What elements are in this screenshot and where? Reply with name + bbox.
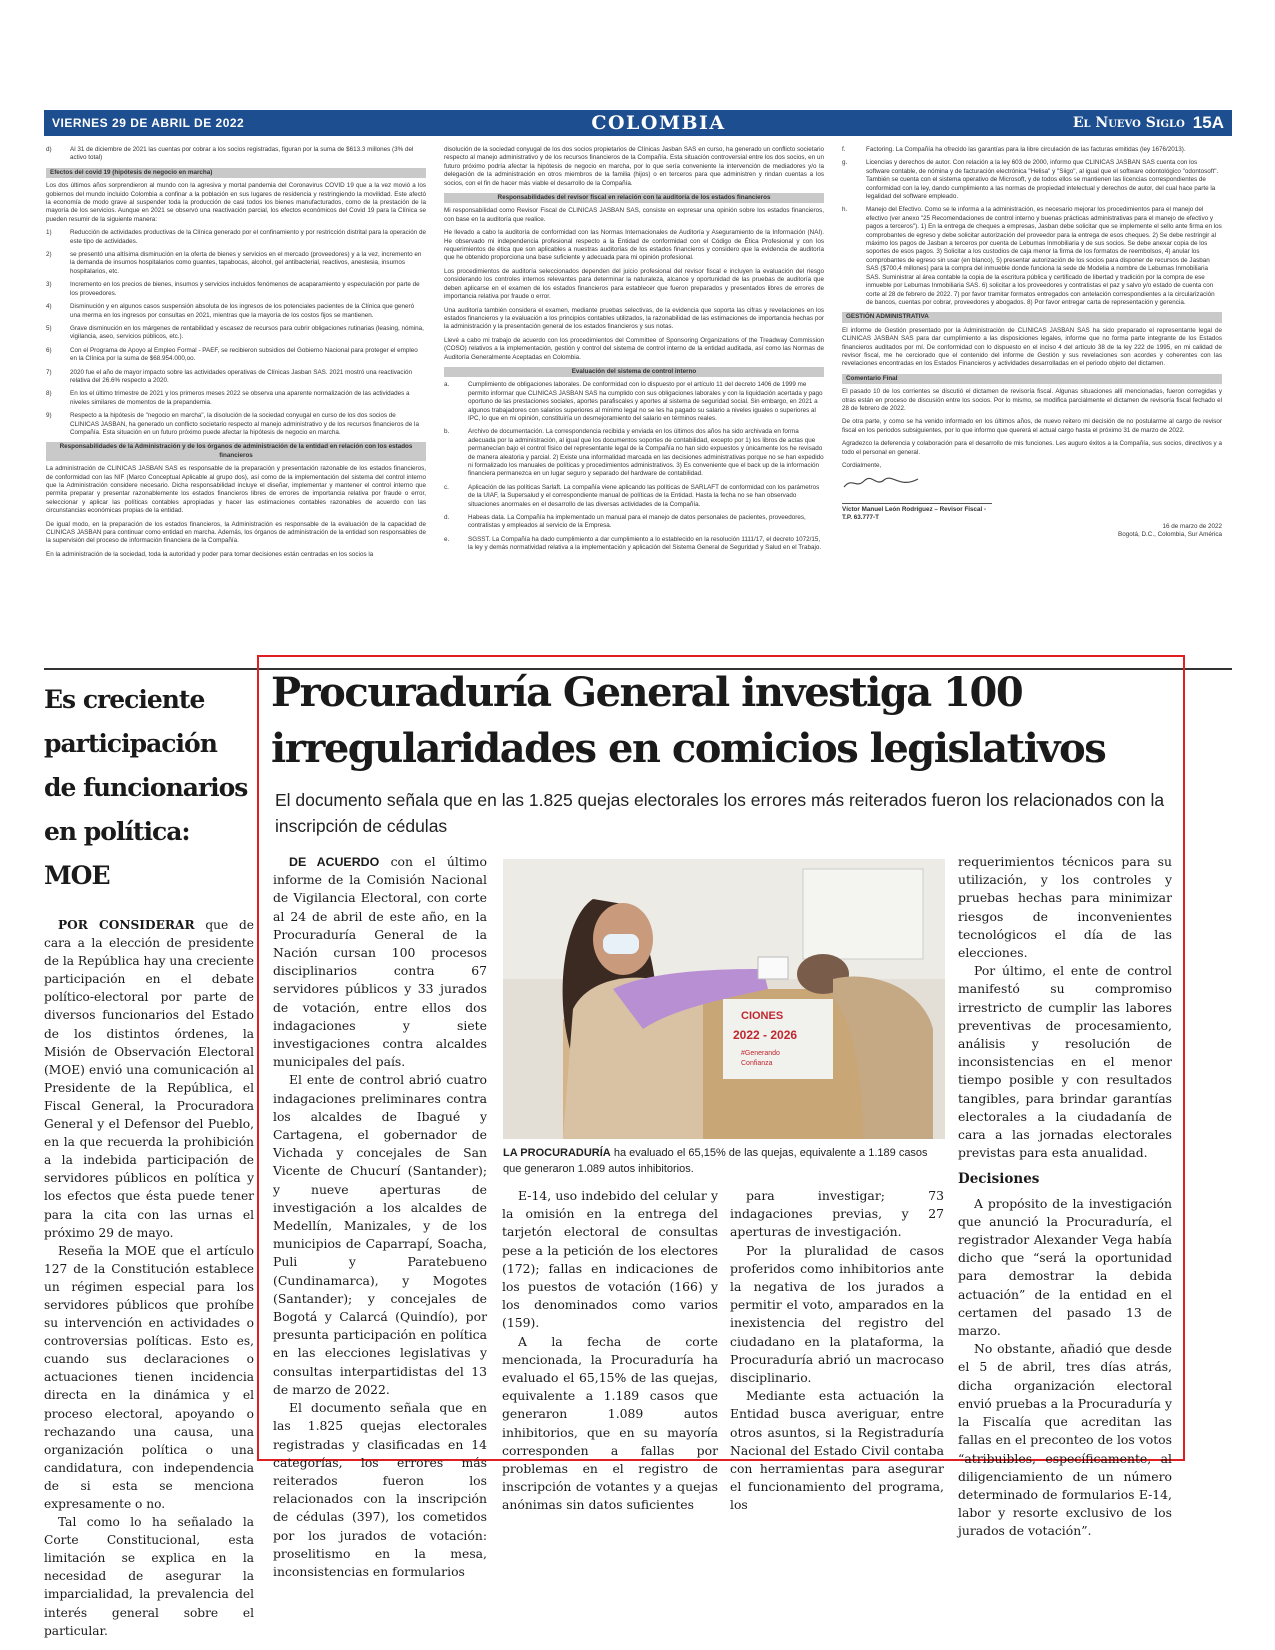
- notice-item: [46, 303, 426, 320]
- caption-text: ha evaluado el 65,15% de las quejas, equivalente a 1.189 casos que generaron 1.089 autos inhibitorios.: [503, 1147, 928, 1175]
- newspaper-name: El Nuevo Siglo: [1072, 115, 1185, 131]
- notice-paragraph: disolución de la sociedad conyugal de los dos socios propietarios de Clínicas Jasban SAS en curso, ha generado un conflicto societario respecto al manejo administrativo y de los recursos financieros de la Compañía. Esta situación controversial entre los dos socios, en un futuro próximo podría afectar la hipótesis de negocio en marcha, por lo que sería conveniente la intervención de mediadores y/o la delegación de la administración en otros miembros de la familia (hijos) o en terceros para que administren y rindan cuentas a los socios, con el fin de hacer más viable el desarrollo de la Compañía.: [444, 146, 824, 187]
- notice-paragraph: Los procedimientos de auditoría seleccionados dependen del juicio profesional del revisor fiscal e incluyen la evaluación del riesgo considerando los controles internos relevantes para determinar la naturaleza, alcance y oportunidad de las pruebas de auditoría que deben aplicarse en el examen de los estados financieros para establecer que fueron preparados y presentados libres de errores de importancia relativa por fraude o error.: [444, 267, 824, 301]
- paragraph-text: A propósito de la investigación que anunció la Procuraduría, el registrador Alexander Vega había dicho que “será la oportunidad para demostrar la debida actuación” de la entidad en el certamen del pasado 13 de marzo.: [958, 1195, 1172, 1339]
- paragraph-text: Reseña la MOE que el artículo 127 de la Constitución establece un régimen especial para los servidores públicos que prohíbe su intervención en actividades o controversias políticas. Esto es, cuando sus declaraciones o actuaciones tienen incidencia directa en la dinámica y el proceso electoral, apoyando o rechazando una causa, una organización política o una candidatura, con independencia de si esta se menciona expresamente o no.: [44, 1243, 254, 1511]
- notice-item: [842, 159, 1222, 201]
- notice-subheading: Responsabilidades del revisor fiscal en relación con la auditoría de los estados financieros: [444, 193, 824, 203]
- section-title: COLOMBIA: [591, 112, 726, 134]
- title-line: de funcionarios: [44, 773, 248, 802]
- notice-item: [46, 146, 426, 163]
- paragraph-text: Por la pluralidad de casos proferidos como inhibitorios ante la negativa de los jurados a permitir el voto, amparados en la inexistencia del registro del ciudadano en la plataforma, la Procuraduría abrió un macrocaso disciplinario.: [730, 1242, 944, 1386]
- legal-notice: [46, 146, 1230, 664]
- notice-item-label: 7): [46, 368, 52, 376]
- notice-item-list: [444, 381, 824, 552]
- notice-item-text: Disminución y en algunos casos suspensión absoluta de los ingresos de los potenciales pacientes de la Clínica que generó una merma en los ingresos por consultas en 2021, mientras que la mayoría de los costos fijos se mantienen.: [70, 303, 415, 319]
- notice-item: [444, 428, 824, 478]
- notice-item: [46, 229, 426, 246]
- notice-item-text: Grave disminución en los márgenes de rentabilidad y escasez de recursos para cubrir obligaciones rutinarias (leasing, nómina, vigilancia, aseo, servicios públicos, etc.).: [70, 324, 424, 341]
- notice-item-text: Licencias y derechos de autor. Con relación a la ley 603 de 2000, informo que CLINICAS JASBAN SAS cuenta con los software contable, de nómina y de facturación electrónica "Helisa" y "Siigo", al igual que el software odontológico "odontosoft". También se cuenta con el sistema operativo de Microsoft, y de todos ellos se mantienen las licencias correspondientes de conformidad con la ley, dando cumplimiento a las normas de propiedad intelectual y derechos de autor, del cual hace parte la legalidad del software empleado.: [866, 159, 1219, 201]
- notice-paragraph: Llevé a cabo mi trabajo de acuerdo con los procedimientos del Committee of Sponsoring Organizations of the Treadway Commission (COSO) relativos a la implementación, gestión y control del sistema de control interno de la entidad auditada, así como las Normas de Auditoría Generalmente Aceptadas en Colombia.: [444, 336, 824, 361]
- article-column-2: [502, 1187, 718, 1515]
- notice-item: [444, 381, 824, 423]
- notice-paragraph: El pasado 10 de los corrientes se discutió el dictamen de revisoría fiscal. Algunas situaciones allí mencionadas, fueron corregidas y otras están en proceso de discusión entre los socios. Por lo mismo, se modifica parcialmente el dictamen de revisoría fiscal fechado el 28 de febrero de 2022.: [842, 388, 1222, 412]
- article-paragraph: [730, 1387, 944, 1514]
- notice-item-label: 1): [46, 229, 52, 237]
- notice-item-list: [46, 229, 426, 437]
- notice-paragraph: Agradezco la deferencia y colaboración para el desarrollo de mis funciones. Les auguro éxitos a la Compañía, sus socios, directivos y a todo el personal en general.: [842, 440, 1222, 456]
- notice-item: [46, 347, 426, 364]
- notice-paragraph: Una auditoría también considera el examen, mediante pruebas selectivas, de la evidencia que soporta las cifras y revelaciones en los estados financieros y la evaluación a los principios contables utilizados, la razonabilidad de las estimaciones de importancia hechas por la administración y la presentación general de los estados financieros y sus notas.: [444, 306, 824, 331]
- paragraph-text: Tal como lo ha señalado la Corte Constitucional, esta limitación se explica en la necesidad de asegurar la imparcialidad, la prevalencia del interés general sobre el particular.: [44, 1515, 254, 1638]
- article-subheading: Decisiones: [958, 1171, 1040, 1188]
- article-paragraph: [273, 853, 487, 1071]
- notice-item-label: 3): [46, 281, 52, 289]
- notice-item-text: Habeas data. La Compañía ha implementado un manual para el manejo de datos personales de pacientes, proveedores, contratistas y empleados al servicio de la Empresa.: [468, 514, 806, 530]
- notice-paragraph: En la administración de la sociedad, toda la autoridad y poder para tomar decisiones están centradas en los socios la: [46, 550, 374, 558]
- notice-item-label: 5): [46, 324, 52, 332]
- issue-date: VIERNES 29 DE ABRIL DE 2022: [52, 116, 245, 130]
- paragraph-text: Mediante esta actuación la Entidad busca averiguar, entre otros asuntos, si la Registraduría Nacional del Estado Civil contaba con herramientas para asegurar el funcionamiento del programa, los: [730, 1388, 944, 1513]
- notice-item: [444, 514, 824, 531]
- paragraph-text: El documento señala que en las 1.825 quejas electorales registradas y clasificadas en 14 categorías, los errores más reiterados fueron los relacionados con la inscripción de cédulas (397), los cometidos por los jurados de votación: proselitismo en la mesa, inconsistencias en formularios: [273, 1400, 487, 1579]
- notice-item-label: 9): [46, 412, 52, 420]
- paragraph-text: con el último informe de la Comisión Nacional de Vigilancia Electoral, con corte al 24 de abril de este año, en la Procuraduría General de la Nación cursan 100 procesos disciplinarios contra 67 servidores públicos y 33 jurados de votación, entre ellos dos indagaciones y siete investigaciones contra alcaldes municipales del país.: [273, 854, 487, 1070]
- paragraph-text: para investigar; 73 indagaciones previas, y 27 aperturas de investigación.: [730, 1188, 944, 1240]
- notice-item: [46, 412, 426, 437]
- article-paragraph: [958, 1195, 1172, 1341]
- article-paragraph: [44, 1242, 254, 1513]
- notice-item-text: Manejo del Efectivo. Como se le informa a la administración, es necesario mejorar los procedimientos para el manejo del efectivo (ver anexo "25 Recomendaciones de control interno y buenas prácticas administrativas para el manejo de efectivo y pagos a terceros"). 1) En la entrega de cheques a empresas, Jasban debe solicitar que se implemente el sello ante firma en los comprobantes de egreso y debe solicitar autorización del proveedor para la entrega de esos cheques. 2) Se debe restringir al máximo los pagos de Jasban a terceros por cuenta de Lebumas Inmobiliaria y de sus socios. Se debe anexar copia de los soportes de esos pagos. 3) Solicitar a los custodios de caja menor la firma de los formatos de reembolsos, 4) anular los comprobantes de egreso sin usar (en blanco), 5) presentar autorización de los socios para disponer de recursos de Jasban SAS ($700,4 millones) para la compra del inmueble donde funciona la sede de Modelia a nombre de Lebumas Inmobiliaria SAS. Suministrar al área contable la copia de la escritura pública y certificado de libertad y tradición por la compra de ese inmueble por Lebumas Inmobiliaria SAS. 6) solicitar a los proveedores y contratistas el paz y salvo y/o estado de cuenta con corte al 28 de febrero de 2022. 7) por favor tramitar formatos entregados con antelación correspondientes a la circularización de bancos, cuentas por cobrar, proveedores y abogados. 8) Por favor entregar carta de representación y gerencia.: [866, 206, 1222, 306]
- title-line: en política: MOE: [44, 817, 190, 890]
- ballot-box-hashtag-2: Confianza: [741, 1060, 773, 1067]
- notice-item-label: d.: [444, 514, 450, 522]
- notice-item-text: Factoring. La Compañía ha ofrecido las garantías para la libre circulación de las facturas emitidas (ley 1676/2013).: [866, 146, 1186, 153]
- notice-item-label: f.: [842, 146, 846, 153]
- notice-paragraph: De igual modo, en la preparación de los estados financieros, la Administración es responsable de la evaluación de la capacidad de CLINICAS JASBAN para continuar como entidad en marcha. Además, los órganos de administración de la entidad son responsables de la supervisión del proceso de información financiera de la Compañía.: [46, 520, 426, 545]
- main-deck: El documento señala que en las 1.825 quejas electorales los errores más reiterados fueron los relacionados con la inscripción de cédulas: [275, 790, 1165, 836]
- notice-signer: Víctor Manuel León Rodríguez – Revisor Fiscal - T.P. 63.777-T: [842, 503, 992, 523]
- notice-item: [46, 369, 426, 386]
- notice-item-label: a.: [444, 381, 450, 389]
- title-line: Es creciente: [44, 685, 205, 714]
- article-photo: [503, 859, 945, 1139]
- notice-item: [46, 251, 426, 276]
- article-paragraph: [958, 1340, 1172, 1540]
- headline-line: irregularidades en comicios legislativos: [271, 725, 1106, 772]
- notice-item-text: En los el último trimestre de 2021 y los primeros meses 2022 se observa una aparente normalización de las actividades a niveles similares de momentos de la prepandemia.: [70, 390, 410, 406]
- notice-item-text: Aplicación de las políticas Sarlaft. La compañía viene aplicando las políticas de SARLAFT de conformidad con los parámetros de la UIAF, la Supersalud y el correspondiente manual de políticas de la Entidad. Hasta la fecha no se han observado situaciones anormales en el desarrollo de las diversas actividades de la Compañía.: [468, 483, 820, 508]
- notice-item: [46, 325, 426, 342]
- notice-subheading: Responsabilidades de la Administración y de los órganos de administración de la entidad en relación con los estados financieros: [46, 442, 426, 461]
- notice-subheading: GESTIÓN ADMINISTRATIVA: [842, 312, 1222, 322]
- article-paragraph: [502, 1187, 718, 1333]
- paragraph-text: El ente de control abrió cuatro indagaciones preliminares contra los alcaldes de Ibagué y Cartagena, el gobernador de Vichada y concejales de San Vicente de Chucurí (Santander); y nueve aperturas de investigación a los alcaldes de Medellín, Manizales, y de los municipios de Caparrapí, Soacha, Puli y Paratebueno (Cundinamarca), y Mogotes (Santander); y concejales de Bogotá y Calarcá (Quindío), por presunta participación en política en las elecciones legislativas y consultas interpartidistas del 13 de marzo de 2022.: [273, 1072, 487, 1397]
- paragraph-text: Por último, el ente de control manifestó su compromiso irrestricto de cumplir las labores preventivas de procesamiento, análisis y resolución de inconsistencias en el menor tiempo posible y con resultados tangibles, para brindar garantías electorales a la ciudadanía de cara a las jornadas electorales previstas para esta anualidad.: [958, 963, 1172, 1161]
- notice-item-text: Incremento en los precios de bienes, insumos y servicios incluidos fenómenos de acaparamiento y especulación por parte de los proveedores.: [70, 281, 420, 297]
- notice-item-text: 2020 fue el año de mayor impacto sobre las actividades operativas de Clínicas Jasban SAS. 2021 mostró una reactivación relativa del 26.6% respecto a 2020.: [70, 368, 412, 384]
- notice-subheading: Efectos del covid 19 (hipótesis de negocio en marcha): [46, 168, 426, 178]
- photo-caption: [503, 1145, 945, 1177]
- ballot-box-hashtag: #Generando: [741, 1050, 780, 1057]
- notice-item-label: 2): [46, 251, 52, 259]
- article-paragraph: [502, 1333, 718, 1515]
- side-story-body: [44, 916, 254, 1640]
- notice-item-label: d): [46, 146, 52, 153]
- notice-item: [444, 484, 824, 509]
- paragraph-lead: POR CONSIDERAR: [58, 918, 195, 932]
- main-story: [257, 655, 1185, 1579]
- article-paragraph: [730, 1187, 944, 1242]
- article-paragraph: [44, 1513, 254, 1640]
- notice-item: [46, 390, 426, 407]
- notice-item-text: Reducción de actividades productivas de la Clínica generado por el confinamiento y por restricción distrital para la operación de este tipo de actividades.: [70, 229, 426, 245]
- notice-date: 16 de marzo de 2022: [1162, 522, 1222, 530]
- notice-item-text: Al 31 de diciembre de 2021 las cuentas por cobrar a los socios registradas, figuran por la suma de $613.3 millones (3% del activo total): [70, 146, 414, 162]
- paragraph-text: que de cara a la elección de presidente de la República hay una creciente participación en el debate político-electoral por parte de diversos funcionarios del Estado de los distintos órdenes, la Misión de Observación Electoral (MOE) envió una comunicación al Presidente de la República, el Fiscal General, la Procuradora General y el Defensor del Pueblo, en la que recuerda la prohibición a la indebida participación de servidores públicos en política y los efectos que ésta puede tener para la cita con las urnas el próximo 29 de mayo.: [44, 918, 255, 1240]
- notice-item-text: SGSST. La Compañía ha dado cumplimiento a dar cumplimiento a lo establecido en la resolución 1111/17, el decreto 1072/15, la ley y demás normatividad relativa a la implementación y aplicación del Sistema General de Seguridad y Salud en el Trabajo.: [468, 535, 822, 552]
- notice-paragraph: La administración de CLINICAS JASBAN SAS es responsable de la preparación y presentación razonable de los estados financieros, de conformidad con las NIF (Marco Conceptual Aplicable al grupo dos), así como de la implementación del sistema del control interno que la Administración considere necesario. Dicha responsabilidad incluye el diseñar, implementar y mantener el control interno que permita preparar y presentar razonablemente los estados financieros libres de errores de importancia relativa por fraude o error, seleccionar y aplicar las políticas contables apropiadas y hacer las estimaciones contables razonables de acuerdo con las circunstancias económicas propias de la entidad.: [46, 465, 426, 515]
- side-story-title: [44, 678, 254, 898]
- masthead-right: [1073, 113, 1224, 133]
- notice-item-text: Archivo de documentación. La correspondencia recibida y enviada en los últimos dos años ha sido archivada en forma adecuada por la administración, al igual que los documentos soportes de contabilidad, excepto por 1) los libros de actas que permanecían bajo el control físico del representante legal de la Compañía no han sido expuestos y únicamente los he revisado de manera aleatoria y parcial. 2) Existe una informalidad marcada en las decisiones administrativas porque no se han expedido ni formalizado los manuales de políticas y procedimientos administrativos. 3) Es conveniente que el back up de la información financiera permanezca en un lugar seguro y separado del hardware de contabilidad.: [468, 428, 824, 478]
- article-paragraph: [958, 962, 1172, 1162]
- notice-paragraph: Mi responsabilidad como Revisor Fiscal de CLINICAS JASBAN SAS, consiste en expresar una opinión sobre los estados financieros, con base en la auditoría que realice.: [444, 207, 824, 223]
- notice-paragraph: He llevado a cabo la auditoría de conformidad con las Normas Internacionales de Auditoría y Aseguramiento de la Información (NAI). He observado mi independencia profesional respecto a la Entidad de conformidad con el Código de Ética Profesional y con los requerimientos de ética que son aplicables a nuestras auditorías de los estados financieros y considero que la evidencia de auditoría que he obtenido proporciona una base suficiente y adecuada para mi opinión profesional.: [444, 229, 824, 262]
- signature-icon: [842, 475, 922, 491]
- notice-item-label: 6): [46, 346, 52, 354]
- notice-item-label: e.: [444, 535, 450, 543]
- notice-item: [46, 281, 426, 298]
- notice-item-label: c.: [444, 483, 449, 491]
- ballot-box-label: CIONES: [741, 1010, 784, 1022]
- ballot-box-years: 2022 - 2026: [733, 1028, 798, 1042]
- page-number: 15A: [1192, 113, 1224, 132]
- article-column-4: [958, 853, 1172, 1541]
- page-masthead: [44, 110, 1232, 136]
- paragraph-lead: DE ACUERDO: [289, 855, 380, 869]
- paragraph-text: E-14, uso indebido del celular y la omisión en la entrega del tarjetón electoral de consultas pese a la petición de los electores (172); fallas en indicaciones de los puestos de votación (166) y los denominados como varios (159).: [502, 1188, 718, 1331]
- article-paragraph: [273, 1071, 487, 1399]
- notice-item: [842, 206, 1222, 307]
- paragraph-text: No obstante, añadió que desde el 5 de abril, tres días atrás, dicha organización electoral envió pruebas a la Procuraduría y la Fiscalía que acreditan las fallas en el preconteo de los votos “atribuibles, específicamente, al diligenciamiento de un número determinado de formularios E-14, labor y resorte exclusivo de los jurados de votación”.: [958, 1341, 1172, 1539]
- title-line: participación: [44, 729, 217, 758]
- side-story: [44, 678, 254, 1640]
- headline-line: Procuraduría General investiga 100: [271, 669, 1023, 716]
- notice-paragraph: El informe de Gestión presentado por la Administración de CLINICAS JASBAN SAS ha sido preparado el representante legal de CLINICAS JASBAN SAS para dar cumplimiento a las disposiciones legales, informe que no forma parte integrante de los Estados financieros auditados por mí. De conformidad con lo dispuesto en el inciso 4 del artículo 38 de la ley 222 de 1995, en mi calidad de revisor fiscal, me he cerciorado que el contenido del informe de Gestión y sus revelaciones son acordes y coherentes con las revelaciones encontradas en los Estados Financieros y actividades desarrolladas en el periodo objeto del dictamen.: [842, 326, 1222, 368]
- notice-subheading: Evaluación del sistema de control interno: [444, 367, 824, 377]
- notice-column-1: [46, 146, 426, 664]
- notice-item-label: 8): [46, 390, 52, 398]
- article-paragraph: [958, 853, 1172, 962]
- article-paragraph: [44, 916, 254, 1242]
- notice-column-3: [842, 146, 1222, 664]
- notice-item-text: Con el Programa de Apoyo al Empleo Formal - PAEF, se recibieron subsidios del Gobierno Nacional para proteger el empleo en la Clínica por la suma de $68.954.000,oo.: [70, 346, 418, 363]
- caption-lead: LA PROCURADURÍA: [503, 1147, 611, 1159]
- notice-paragraph: De otra parte, y como se ha venido informado en los últimos años, de nuevo reitero mi decisión de no postularme al cargo de revisor fiscal en los periodos subsiguientes, por lo que informo que quererá el actual cargo hasta el próximo 31 de marzo de 2022.: [842, 418, 1222, 434]
- notice-item-label: 4): [46, 303, 52, 311]
- notice-item-list: [842, 146, 1222, 307]
- notice-closing: Cordialmente,: [842, 462, 882, 469]
- notice-item-label: h.: [842, 206, 848, 214]
- paragraph-text: A la fecha de corte mencionada, la Procuraduría ha evaluado el 65,15% de las quejas, equivalente a 1.189 casos que generaron 1.089 autos inhibitorios, que en su mayoría corresponden a fallas por problemas en el registro de inscripción de votantes y a quejas anónimas sin datos suficientes: [502, 1333, 718, 1513]
- paragraph-text: requerimientos técnicos para su utilización, y los controles y pruebas hechas para minimizar riesgos de inconvenientes tecnológicos el día de las elecciones.: [958, 854, 1172, 961]
- notice-item: [444, 536, 824, 553]
- notice-place: Bogotá, D.C., Colombia, Sur América: [1118, 531, 1222, 539]
- notice-item-text: Cumplimiento de obligaciones laborales. De conformidad con lo dispuesto por el artículo 11 del decreto 1406 de 1999 me permito informar que CLINICAS JASBAN SAS ha cumplido con sus obligaciones laborales y con la liquidación acertada y pago oportuno de las prestaciones sociales, aportes parafiscales y aportes al sistema de seguridad social. Sin embargo, en 2021 a algunos trabajadores con salarios superiores al mínimo legal no se les ha pagado su salario a niveles iguales o superiores al IPC, lo que en mi opinión, constituiría un desmejoramiento del salario en términos reales.: [468, 381, 823, 422]
- article-column-3: [730, 1187, 944, 1515]
- main-headline: [271, 665, 1171, 777]
- notice-paragraph: Los dos últimos años sorprendieron al mundo con la agresiva y mortal pandemia del Coronavirus COVID 19 que a la vez movió a los gobiernos del mundo incluido Colombia a confinar a la población en sus lugares de residencia y restringiendo la movilidad. Este afectó la economía de modo grave al suspender toda la producción de casi todos los bienes manufacturados, como de la prestación de la mayoría de los servicios. Aunque en 2021 se observó una reactivación parcial, los efectos económicos del Covid 19 para la Clínica se pueden resumir de la siguiente manera:: [46, 182, 426, 223]
- notice-item-text: Respecto a la hipótesis de "negocio en marcha", la disolución de la sociedad conyugal en curso de los dos socios de CLINICAS JASBAN, ha generado un conflicto societario respecto al manejo administrativo y de los recursos financieros de la Compañía. Esta situación en un futuro próximo puede afectar la hipótesis de negocio en marcha.: [70, 412, 419, 436]
- notice-subheading: Comentario Final: [842, 374, 1222, 384]
- notice-item-label: g.: [842, 159, 848, 167]
- article-paragraph: [730, 1242, 944, 1388]
- notice-item-label: b.: [444, 428, 450, 436]
- article-column-1: [273, 853, 487, 1581]
- notice-item: [842, 146, 1222, 154]
- article-paragraph: [273, 1399, 487, 1581]
- voting-photo-icon: [503, 859, 945, 1139]
- notice-column-2: [444, 146, 824, 664]
- notice-item-text: se presentó una altísima disminución en la oferta de bienes y servicios en el mercado (proveedores) y a la vez, incremento en la demanda de insumos hospitalarios como guantes, tapabocas, alcohol, gel antibacterial, reactivos, anestesia, insumos hospitalarios, etc.: [70, 251, 422, 275]
